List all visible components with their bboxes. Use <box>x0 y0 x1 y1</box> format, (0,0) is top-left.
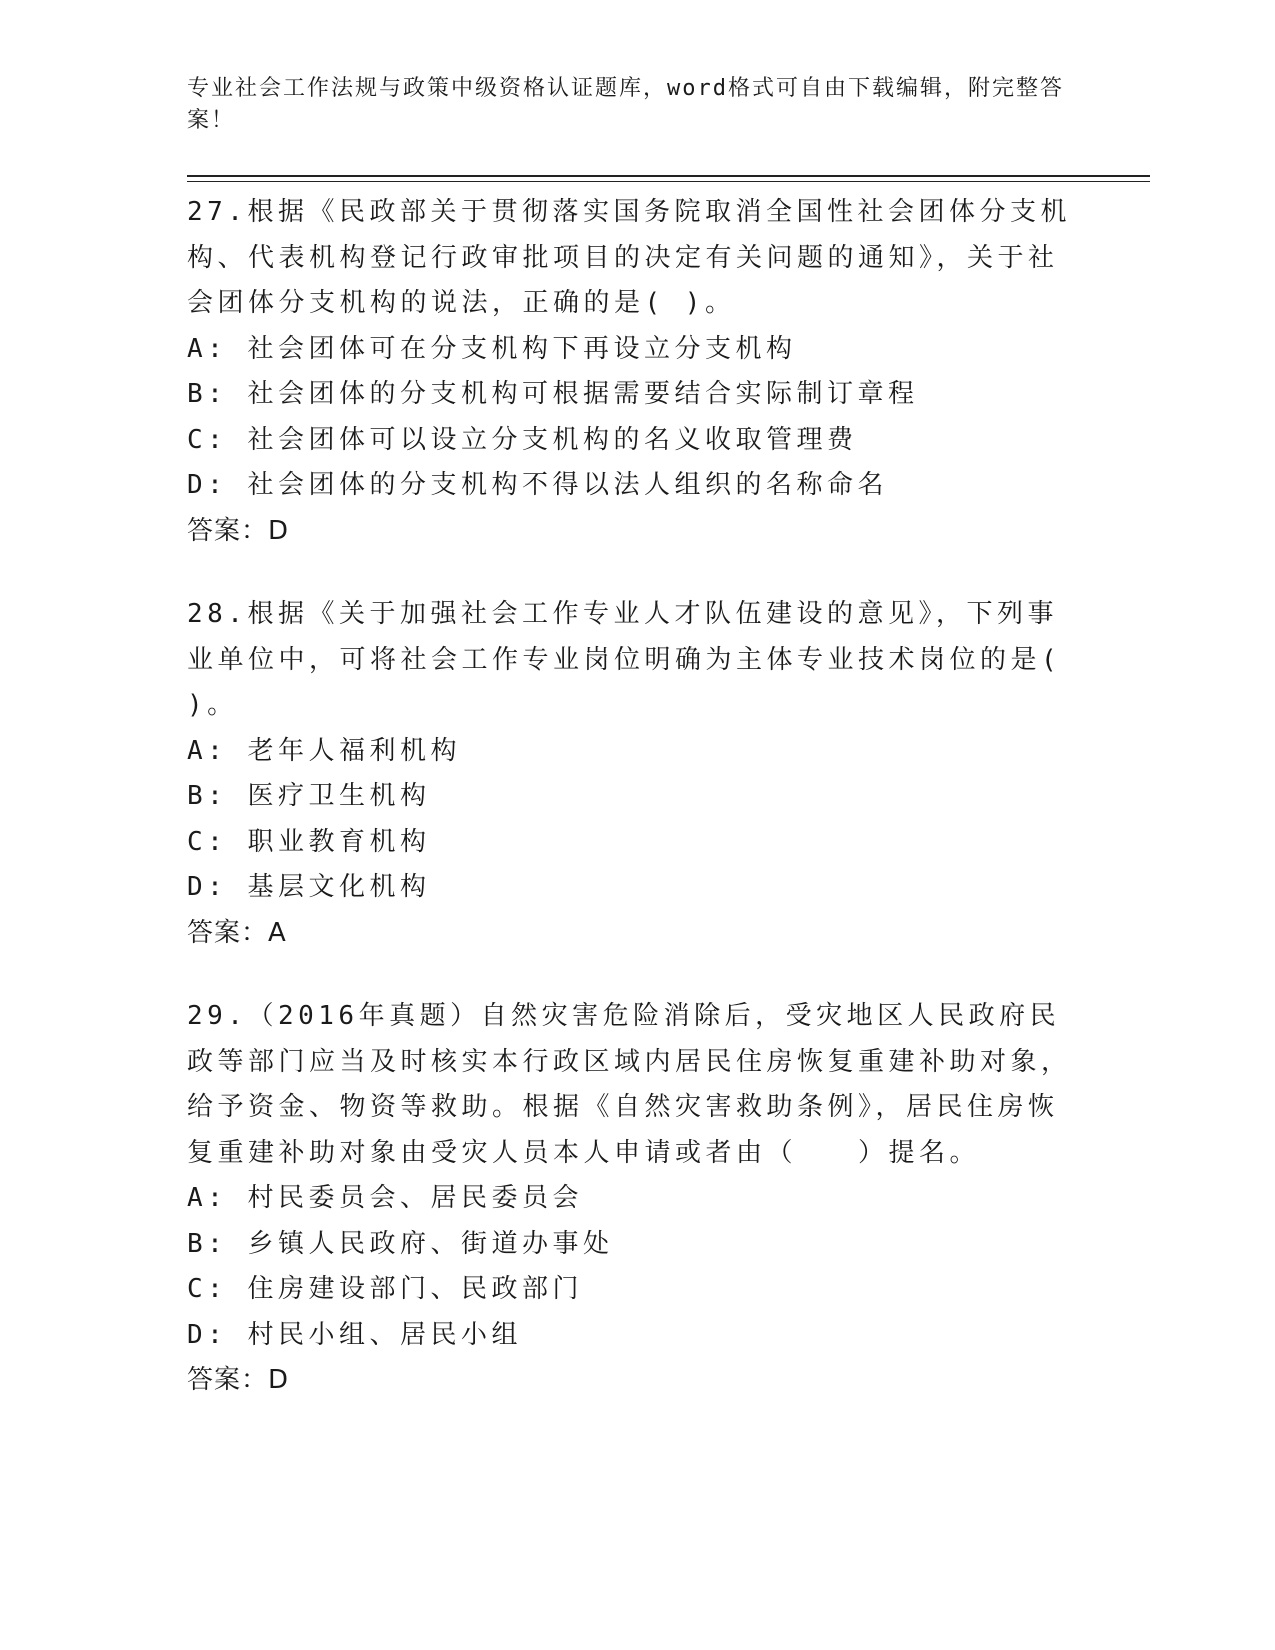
option-b: B: 社会团体的分支机构可根据需要结合实际制订章程 <box>187 379 919 409</box>
option-d: D: 村民小组、居民小组 <box>187 1319 522 1350</box>
option-c: C: 住房建设部门、民政部门 <box>187 1274 583 1304</box>
option-a: A: 老年人福利机构 <box>187 735 461 766</box>
header-rule-thin <box>187 181 1150 182</box>
option-a: A: 社会团体可在分支机构下再设立分支机构 <box>187 333 797 364</box>
answer: 答案：A <box>187 917 287 948</box>
question-28 <box>187 592 1087 956</box>
option-b: B: 乡镇人民政府、街道办事处 <box>187 1228 614 1259</box>
header-rule-thick <box>187 175 1150 177</box>
question-text: 27.根据《民政部关于贯彻落实国务院取消全国性社会团体分支机构、代表机构登记行政审批项目的决定有关问题的通知》，关于社会团体分支机构的说法，正确的是( )。 <box>187 197 1071 318</box>
option-b: B: 医疗卫生机构 <box>187 781 431 811</box>
document-header: 专业社会工作法规与政策中级资格认证题库，word格式可自由下载编辑，附完整答案！ <box>187 76 1064 133</box>
option-c: C: 职业教育机构 <box>187 826 431 857</box>
answer: 答案：D <box>187 515 290 546</box>
question-text: 29.（2016年真题）自然灾害危险消除后，受灾地区人民政府民政等部门应当及时核实本行政区域内居民住房恢复重建补助对象，给予资金、物资等救助。根据《自然灾害救助条例》，居民住房恢复重建补助对象由受灾人员本人申请或者由（ ）提名。 <box>187 1001 1072 1168</box>
option-d: D: 社会团体的分支机构不得以法人组织的名称命名 <box>187 470 888 500</box>
answer: 答案：D <box>187 1365 290 1395</box>
question-list <box>187 190 1087 1442</box>
question-27 <box>187 190 1087 554</box>
question-text: 28.根据《关于加强社会工作专业人才队伍建设的意见》，下列事业单位中，可将社会工作专业岗位明确为主体专业技术岗位的是( )。 <box>187 599 1062 720</box>
question-29 <box>187 994 1087 1404</box>
option-d: D: 基层文化机构 <box>187 872 431 902</box>
option-a: A: 村民委员会、居民委员会 <box>187 1183 583 1213</box>
option-c: C: 社会团体可以设立分支机构的名义收取管理费 <box>187 424 858 455</box>
